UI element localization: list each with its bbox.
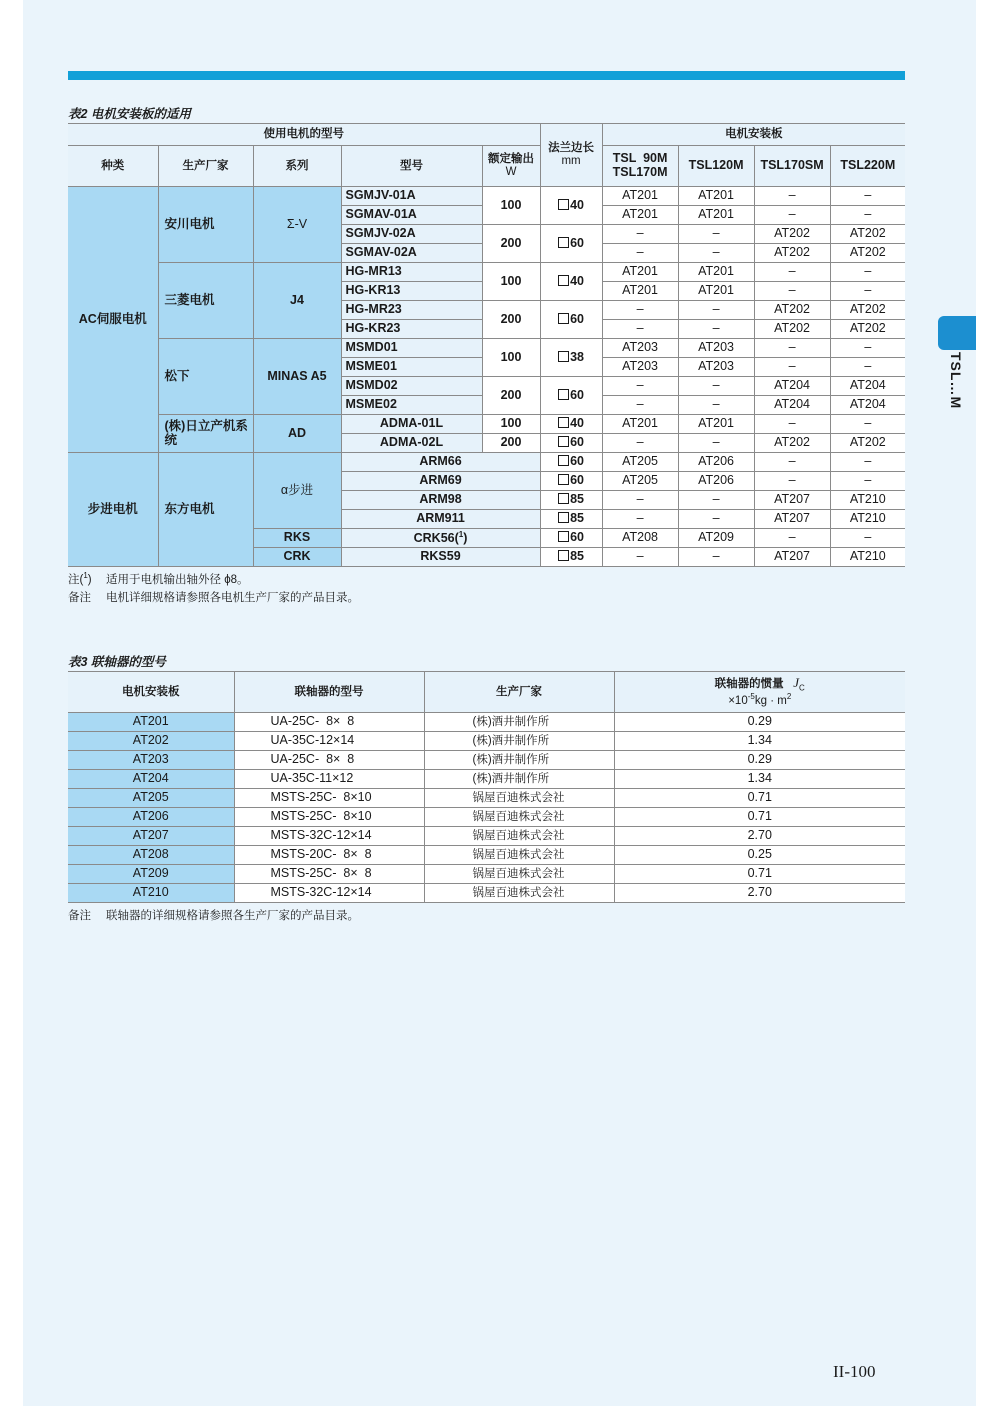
plate-cell: AT201 bbox=[602, 415, 678, 434]
header-inertia: 联轴器的惯量 $J_C$ $\times 10^{-5}kg \cdot m^2$ bbox=[614, 672, 905, 713]
coupling-model-cell: MSTS-20C- 8× 8 bbox=[234, 846, 424, 865]
coupling-model-cell: MSTS-32C-12×14 bbox=[234, 884, 424, 903]
header-plate: 电机安装板 bbox=[68, 672, 234, 713]
flange-cell: 40 bbox=[540, 263, 602, 301]
flange-cell: 85 bbox=[540, 510, 602, 529]
plate-cell: AT201 bbox=[602, 206, 678, 225]
plate-cell: – bbox=[830, 358, 905, 377]
plate-cell: AT201 bbox=[678, 415, 754, 434]
plate-cell: – bbox=[754, 415, 830, 434]
model-cell: MSME02 bbox=[341, 396, 482, 415]
plate-cell: AT201 bbox=[678, 206, 754, 225]
plate-cell: – bbox=[678, 548, 754, 567]
maker-mitsubishi: 三菱电机 bbox=[158, 263, 253, 339]
square-icon bbox=[558, 493, 569, 504]
coupling-maker-cell: 锅屋百迪株式会社 bbox=[424, 827, 614, 846]
model-cell: ARM69 bbox=[341, 472, 540, 491]
plate-cell: AT202 bbox=[754, 225, 830, 244]
page-number: II-100 bbox=[833, 1362, 876, 1381]
plate-cell: AT210 bbox=[830, 491, 905, 510]
plate-cell: AT206 bbox=[678, 472, 754, 491]
series-alpha-step: α步进 bbox=[253, 453, 341, 529]
plate-cell: AT204 bbox=[754, 396, 830, 415]
kind-ac-servo: AC伺服电机 bbox=[68, 187, 158, 453]
plate-cell: AT204 bbox=[830, 396, 905, 415]
plate-cell: AT203 bbox=[68, 751, 234, 770]
model-cell: CRK56($^1$) bbox=[341, 529, 540, 548]
table-row bbox=[68, 339, 905, 358]
header-output: 额定输出 W bbox=[482, 146, 540, 187]
header-coupling-maker: 生产厂家 bbox=[424, 672, 614, 713]
inertia-cell: 0.29 bbox=[614, 713, 905, 732]
plate-cell: AT202 bbox=[754, 244, 830, 263]
square-icon bbox=[558, 313, 569, 324]
coupling-maker-cell: 锅屋百迪株式会社 bbox=[424, 846, 614, 865]
coupling-model-cell: MSTS-25C- 8×10 bbox=[234, 808, 424, 827]
flange-cell: 38 bbox=[540, 339, 602, 377]
plate-cell: – bbox=[754, 358, 830, 377]
output-cell: 100 bbox=[482, 263, 540, 301]
table-row bbox=[68, 808, 905, 827]
plate-cell: – bbox=[678, 377, 754, 396]
output-cell: 200 bbox=[482, 225, 540, 263]
plate-cell: AT203 bbox=[678, 358, 754, 377]
flange-cell: 60 bbox=[540, 225, 602, 263]
table-row bbox=[68, 827, 905, 846]
model-cell: MSMD02 bbox=[341, 377, 482, 396]
note-key: 注($^1$) bbox=[68, 571, 92, 586]
model-cell: SGMAV-02A bbox=[341, 244, 482, 263]
maker-hitachi: (株)日立产机系统 bbox=[158, 415, 253, 453]
header-motor-group: 使用电机的型号 bbox=[68, 124, 540, 146]
square-icon bbox=[558, 351, 569, 362]
output-cell: 200 bbox=[482, 301, 540, 339]
model-cell: ARM66 bbox=[341, 453, 540, 472]
plate-cell: AT204 bbox=[754, 377, 830, 396]
header-tsl120: TSL120M bbox=[678, 146, 754, 187]
plate-cell: AT208 bbox=[68, 846, 234, 865]
plate-cell: – bbox=[754, 472, 830, 491]
square-icon bbox=[558, 455, 569, 466]
square-icon bbox=[558, 237, 569, 248]
inertia-cell: 2.70 bbox=[614, 827, 905, 846]
plate-cell: – bbox=[830, 415, 905, 434]
plate-cell: – bbox=[830, 453, 905, 472]
motor-plate-table bbox=[68, 123, 905, 567]
plate-cell: AT201 bbox=[678, 187, 754, 206]
plate-cell: AT201 bbox=[68, 713, 234, 732]
plate-cell: AT209 bbox=[678, 529, 754, 548]
plate-cell: AT206 bbox=[678, 453, 754, 472]
plate-cell: – bbox=[754, 206, 830, 225]
plate-cell: AT201 bbox=[602, 282, 678, 301]
coupling-maker-cell: 锅屋百迪株式会社 bbox=[424, 789, 614, 808]
coupling-maker-cell: (株)酒井制作所 bbox=[424, 713, 614, 732]
coupling-model-cell: MSTS-25C- 8×10 bbox=[234, 789, 424, 808]
note-text: 联轴器的详细规格请参照各生产厂家的产品目录。 bbox=[106, 910, 359, 922]
flange-cell: 60 bbox=[540, 453, 602, 472]
model-cell: MSMD01 bbox=[341, 339, 482, 358]
square-icon bbox=[558, 417, 569, 428]
model-cell: HG-MR23 bbox=[341, 301, 482, 320]
flange-cell: 85 bbox=[540, 548, 602, 567]
note-text: 适用于电机输出轴外径 ϕ8。 bbox=[106, 574, 249, 586]
plate-cell: – bbox=[678, 510, 754, 529]
plate-cell: – bbox=[602, 225, 678, 244]
header-flange: 法兰边长 mm bbox=[540, 124, 602, 187]
plate-cell: – bbox=[754, 529, 830, 548]
plate-cell: AT204 bbox=[68, 770, 234, 789]
square-icon bbox=[558, 389, 569, 400]
model-cell: HG-KR23 bbox=[341, 320, 482, 339]
header-maker: 生产厂家 bbox=[158, 146, 253, 187]
coupling-maker-cell: (株)酒井制作所 bbox=[424, 770, 614, 789]
plate-cell: – bbox=[602, 434, 678, 453]
maker-panasonic: 松下 bbox=[158, 339, 253, 415]
square-icon bbox=[558, 550, 569, 561]
model-cell: ARM911 bbox=[341, 510, 540, 529]
plate-cell: – bbox=[678, 320, 754, 339]
inertia-cell: 1.34 bbox=[614, 732, 905, 751]
flange-cell: 60 bbox=[540, 301, 602, 339]
model-cell: SGMJV-02A bbox=[341, 225, 482, 244]
header-plate-group: 电机安装板 bbox=[602, 124, 905, 146]
table-row bbox=[68, 415, 905, 434]
top-accent-bar bbox=[68, 71, 905, 80]
plate-cell: – bbox=[678, 225, 754, 244]
model-cell: SGMJV-01A bbox=[341, 187, 482, 206]
plate-cell: – bbox=[830, 472, 905, 491]
flange-cell: 60 bbox=[540, 434, 602, 453]
plate-cell: AT205 bbox=[68, 789, 234, 808]
side-index-label: TSL…M bbox=[948, 352, 964, 410]
plate-cell: AT202 bbox=[830, 244, 905, 263]
model-cell: HG-MR13 bbox=[341, 263, 482, 282]
inertia-cell: 0.71 bbox=[614, 808, 905, 827]
plate-cell: – bbox=[678, 301, 754, 320]
plate-cell: – bbox=[678, 396, 754, 415]
coupling-maker-cell: 锅屋百迪株式会社 bbox=[424, 865, 614, 884]
plate-cell: AT202 bbox=[754, 301, 830, 320]
flange-cell: 60 bbox=[540, 377, 602, 415]
plate-cell: AT201 bbox=[678, 282, 754, 301]
flange-cell: 60 bbox=[540, 472, 602, 491]
plate-cell: AT201 bbox=[602, 263, 678, 282]
inertia-cell: 2.70 bbox=[614, 884, 905, 903]
square-icon bbox=[558, 512, 569, 523]
plate-cell: AT203 bbox=[602, 358, 678, 377]
inertia-cell: 0.71 bbox=[614, 865, 905, 884]
flange-cell: 85 bbox=[540, 491, 602, 510]
table-row bbox=[68, 884, 905, 903]
plate-cell: – bbox=[678, 244, 754, 263]
header-model: 型号 bbox=[341, 146, 482, 187]
inertia-cell: 0.71 bbox=[614, 789, 905, 808]
plate-cell: AT207 bbox=[754, 510, 830, 529]
output-cell: 200 bbox=[482, 434, 540, 453]
coupling-maker-cell: 锅屋百迪株式会社 bbox=[424, 884, 614, 903]
table-row bbox=[68, 187, 905, 206]
coupling-table bbox=[68, 671, 905, 903]
coupling-maker-cell: 锅屋百迪株式会社 bbox=[424, 808, 614, 827]
coupling-model-cell: MSTS-32C-12×14 bbox=[234, 827, 424, 846]
series-crk: CRK bbox=[253, 548, 341, 567]
plate-cell: – bbox=[602, 491, 678, 510]
plate-cell: – bbox=[602, 548, 678, 567]
plate-cell: AT209 bbox=[68, 865, 234, 884]
plate-cell: AT205 bbox=[602, 453, 678, 472]
plate-cell: – bbox=[830, 529, 905, 548]
coupling-model-cell: UA-35C-11×12 bbox=[234, 770, 424, 789]
plate-cell: AT202 bbox=[754, 434, 830, 453]
model-cell: RKS59 bbox=[341, 548, 540, 567]
plate-cell: – bbox=[602, 244, 678, 263]
square-icon bbox=[558, 275, 569, 286]
series-ad: AD bbox=[253, 415, 341, 453]
square-icon bbox=[558, 474, 569, 485]
plate-cell: – bbox=[602, 301, 678, 320]
plate-cell: AT202 bbox=[830, 225, 905, 244]
note-text: 电机详细规格请参照各电机生产厂家的产品目录。 bbox=[106, 592, 359, 604]
plate-cell: AT207 bbox=[68, 827, 234, 846]
kind-stepper: 步进电机 bbox=[68, 453, 158, 567]
plate-cell: – bbox=[830, 263, 905, 282]
table2-note-2 bbox=[68, 589, 359, 605]
plate-cell: – bbox=[754, 339, 830, 358]
output-cell: 100 bbox=[482, 339, 540, 377]
plate-cell: – bbox=[830, 282, 905, 301]
series-rks: RKS bbox=[253, 529, 341, 548]
inertia-cell: 0.25 bbox=[614, 846, 905, 865]
series-j4: J4 bbox=[253, 263, 341, 339]
plate-cell: – bbox=[754, 453, 830, 472]
header-series: 系列 bbox=[253, 146, 341, 187]
plate-cell: – bbox=[754, 187, 830, 206]
plate-cell: AT202 bbox=[830, 434, 905, 453]
header-kind: 种类 bbox=[68, 146, 158, 187]
plate-cell: AT208 bbox=[602, 529, 678, 548]
plate-cell: – bbox=[602, 510, 678, 529]
series-minas-a5: MINAS A5 bbox=[253, 339, 341, 415]
header-tsl170s: TSL170SM bbox=[754, 146, 830, 187]
inertia-cell: 1.34 bbox=[614, 770, 905, 789]
output-cell: 100 bbox=[482, 415, 540, 434]
square-icon bbox=[558, 531, 569, 542]
table-row bbox=[68, 770, 905, 789]
table-row bbox=[68, 263, 905, 282]
header-tsl90-tsl170: TSL 90M TSL170M bbox=[602, 146, 678, 187]
plate-cell: – bbox=[602, 320, 678, 339]
flange-cell: 40 bbox=[540, 187, 602, 225]
series-sigma-v: Σ-V bbox=[253, 187, 341, 263]
plate-cell: AT210 bbox=[830, 548, 905, 567]
coupling-maker-cell: (株)酒井制作所 bbox=[424, 732, 614, 751]
coupling-model-cell: UA-25C- 8× 8 bbox=[234, 751, 424, 770]
table-row bbox=[68, 732, 905, 751]
model-cell: MSME01 bbox=[341, 358, 482, 377]
plate-cell: AT203 bbox=[602, 339, 678, 358]
plate-cell: – bbox=[602, 377, 678, 396]
plate-cell: – bbox=[754, 263, 830, 282]
coupling-model-cell: UA-35C-12×14 bbox=[234, 732, 424, 751]
coupling-model-cell: UA-25C- 8× 8 bbox=[234, 713, 424, 732]
plate-cell: AT207 bbox=[754, 548, 830, 567]
square-icon bbox=[558, 436, 569, 447]
plate-cell: – bbox=[678, 491, 754, 510]
square-icon bbox=[558, 199, 569, 210]
plate-cell: – bbox=[830, 206, 905, 225]
table-row bbox=[68, 453, 905, 472]
output-cell: 200 bbox=[482, 377, 540, 415]
output-cell: 100 bbox=[482, 187, 540, 225]
plate-cell: AT201 bbox=[678, 263, 754, 282]
header-coupling: 联轴器的型号 bbox=[234, 672, 424, 713]
plate-cell: AT207 bbox=[754, 491, 830, 510]
table2-caption: 表2 电机安装板的适用 bbox=[68, 107, 191, 121]
plate-cell: AT202 bbox=[830, 320, 905, 339]
plate-cell: AT205 bbox=[602, 472, 678, 491]
plate-cell: AT202 bbox=[754, 320, 830, 339]
plate-cell: AT202 bbox=[830, 301, 905, 320]
table3-caption: 表3 联轴器的型号 bbox=[68, 655, 166, 669]
table-row bbox=[68, 713, 905, 732]
plate-cell: AT210 bbox=[68, 884, 234, 903]
side-index-tab bbox=[938, 316, 976, 350]
model-footnote-mark: ($^1$) bbox=[454, 529, 468, 545]
model-cell: SGMAV-01A bbox=[341, 206, 482, 225]
model-cell: ADMA-01L bbox=[341, 415, 482, 434]
plate-cell: AT203 bbox=[678, 339, 754, 358]
plate-cell: AT201 bbox=[602, 187, 678, 206]
table-row bbox=[68, 751, 905, 770]
flange-cell: 60 bbox=[540, 529, 602, 548]
plate-cell: AT210 bbox=[830, 510, 905, 529]
table-row bbox=[68, 846, 905, 865]
table-row bbox=[68, 789, 905, 808]
model-cell: ADMA-02L bbox=[341, 434, 482, 453]
coupling-maker-cell: (株)酒井制作所 bbox=[424, 751, 614, 770]
plate-cell: AT204 bbox=[830, 377, 905, 396]
plate-cell: – bbox=[602, 396, 678, 415]
table-row bbox=[68, 865, 905, 884]
plate-cell: AT202 bbox=[68, 732, 234, 751]
maker-oriental: 东方电机 bbox=[158, 453, 253, 567]
flange-cell: 40 bbox=[540, 415, 602, 434]
plate-cell: – bbox=[830, 339, 905, 358]
inertia-cell: 0.29 bbox=[614, 751, 905, 770]
model-cell: HG-KR13 bbox=[341, 282, 482, 301]
plate-cell: – bbox=[830, 187, 905, 206]
plate-cell: – bbox=[754, 282, 830, 301]
header-tsl220: TSL220M bbox=[830, 146, 905, 187]
note-key: 备注 bbox=[68, 592, 91, 604]
model-cell: ARM98 bbox=[341, 491, 540, 510]
table2-note-1 bbox=[68, 571, 249, 587]
table3-note bbox=[68, 907, 359, 923]
coupling-model-cell: MSTS-25C- 8× 8 bbox=[234, 865, 424, 884]
note-key: 备注 bbox=[68, 910, 91, 922]
plate-cell: AT206 bbox=[68, 808, 234, 827]
maker-yaskawa: 安川电机 bbox=[158, 187, 253, 263]
plate-cell: – bbox=[678, 434, 754, 453]
